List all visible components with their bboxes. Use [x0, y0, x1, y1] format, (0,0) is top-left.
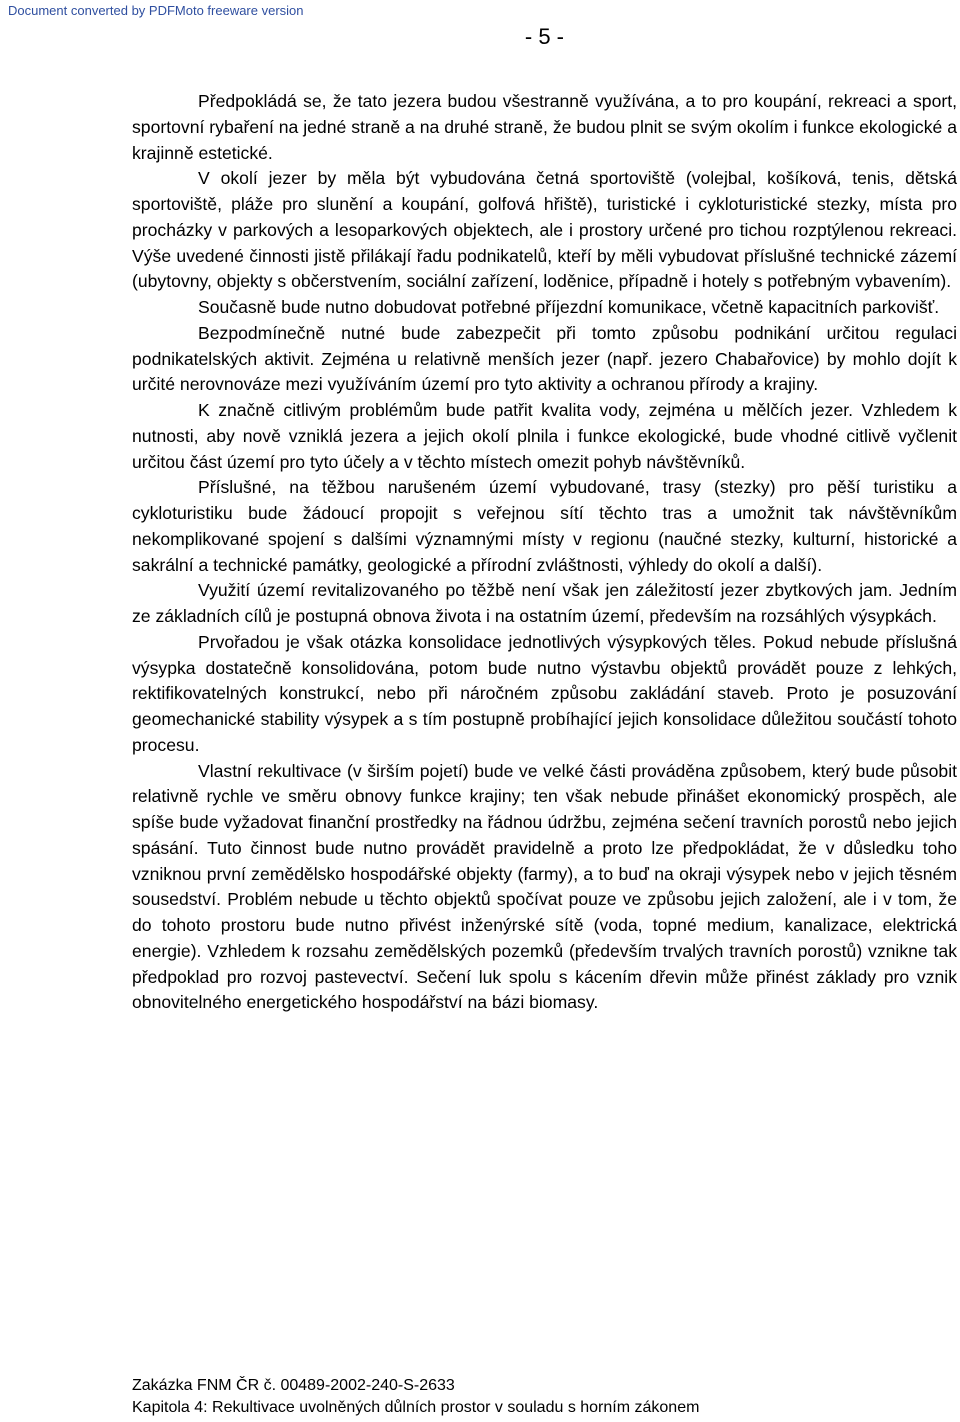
paragraph-3: Současně bude nutno dobudovat potřebné příjezdní komunikace, včetně kapacitních parkovišť.: [198, 297, 940, 317]
paragraph-8: Prvořadou je však otázka konsolidace jednotlivých výsypkových těles. Pokud nebude příslušná výsypka dostatečně konsolidována, potom bude nutno výstavbu objektů provádět pouze z lehkých, rektifikovatelných konstrukcí, nebo při náročném způsobu zakládání staveb. Proto je posuzování geomechanické stability výsypek a s tím postupně probíhající jejich konsolidace důležitou součástí tohoto procesu.: [132, 631, 957, 755]
paragraph-9: Vlastní rekultivace (v širším pojetí) bude ve velké části prováděna způsobem, který bude působit relativně rychle ve směru obnovy funkce krajiny; ten však nebude přinášet ekonomický prospěch, ale spíše bude vyžadovat finanční prostředky na řádnou údržbu, zejména sečení travních porostů nebo jejich spásání. Tuto činnost bude nutno provádět pravidelně a proto lze předpokládat, že v důsledku toho vzniknou první zemědělsko hospodářské objekty (farmy), a to buď na okraji výsypek nebo v jejich těsném sousedství. Problém nebude u těchto objektů spočívat pouze ve způsobu jejich založení, ale i v tom, že do tohoto prostoru bude nutno přivést inženýrské sítě (voda, topné medium, kanalizace, elektrická energie). Vzhledem k rozsahu zemědělských pozemků (především trvalých travních porostů) vznikne tak předpoklad pro rozvoj pastevectví. Sečení luk spolu s kácením dřevin může přinést základy pro vznik obnovitelného energetického hospodářství na bázi biomasy.: [132, 760, 957, 1013]
paragraph-2: V okolí jezer by měla být vybudována četná sportoviště (volejbal, košíková, tenis, dětská sportoviště, pláže pro slunění a koupání, golfová hřiště), turistické i cykloturistické stezky, místa pro procházky v parkových a lesoparkových objektech, ale i prostory určené pro tichou rozptýlenou rekreaci. Výše uvedené činnosti jistě přilákají řadu podnikatelů, kteří by měli vybudovat příslušné technické zázemí (ubytovny, objekty s občerstvením, sociální zařízení, loděnice, případně i hotely s potřebným vybavením).: [132, 168, 957, 292]
paragraph-5: K značně citlivým problémům bude patřit kvalita vody, zejména u mělčích jezer. Vzhledem k nutnosti, aby nově vzniklá jezera a jejich okolí plnila i funkce ekologické, bude vhodné citlivě vyčlenit určitou část území pro tyto účely a v těchto místech omezit pohyb návštěvníků.: [132, 400, 957, 472]
converter-watermark: Document converted by PDFMoto freeware version: [8, 3, 304, 18]
page-footer: [132, 1375, 957, 1419]
paragraph-4: Bezpodmínečně nutné bude zabezpečit při tomto způsobu podnikání určitou regulaci podnikatelských aktivit. Zejména u relativně menších jezer (např. jezero Chabařovice) by mohlo dojít k určité nerovnováze mezi využíváním území pro tyto aktivity a ochranou přírody a krajiny.: [132, 322, 957, 395]
page-number: - 5 -: [524, 24, 564, 49]
footer-chapter-line: Kapitola 4: Rekultivace uvolněných důlních prostor v souladu s horním zákonem: [132, 1399, 700, 1416]
paragraph-7: Využití území revitalizovaného po těžbě není však jen záležitostí jezer zbytkových jam. Jedním ze základních cílů je postupná obnova života i na ostatním území, především na rozsáhlých výsypkách.: [132, 580, 957, 626]
paragraph-6: Příslušné, na těžbou narušeném území vybudované, trasy (stezky) pro pěší turistiku a cykloturistiku bude žádoucí propojit s veřejnou sítí těchto tras a umožnit tak návštěvníkům nekomplikované spojení s dalšími významnými místy v regionu (naučné stezky, kulturní, historické a sakrální a technické památky, geologické a přírodní zvláštnosti, výhledy do okolí a další).: [132, 477, 957, 575]
paragraph-1: Předpokládá se, že tato jezera budou všestranně využívána, a to pro koupání, rekreaci a sport, sportovní rybaření na jedné straně a na druhé straně, že budou plnit se svým okolím i funkce ekologické a krajinně estetické.: [132, 91, 957, 163]
footer-contract-line: Zakázka FNM ČR č. 00489-2002-240-S-2633: [132, 1377, 455, 1394]
document-body: [132, 89, 957, 1016]
